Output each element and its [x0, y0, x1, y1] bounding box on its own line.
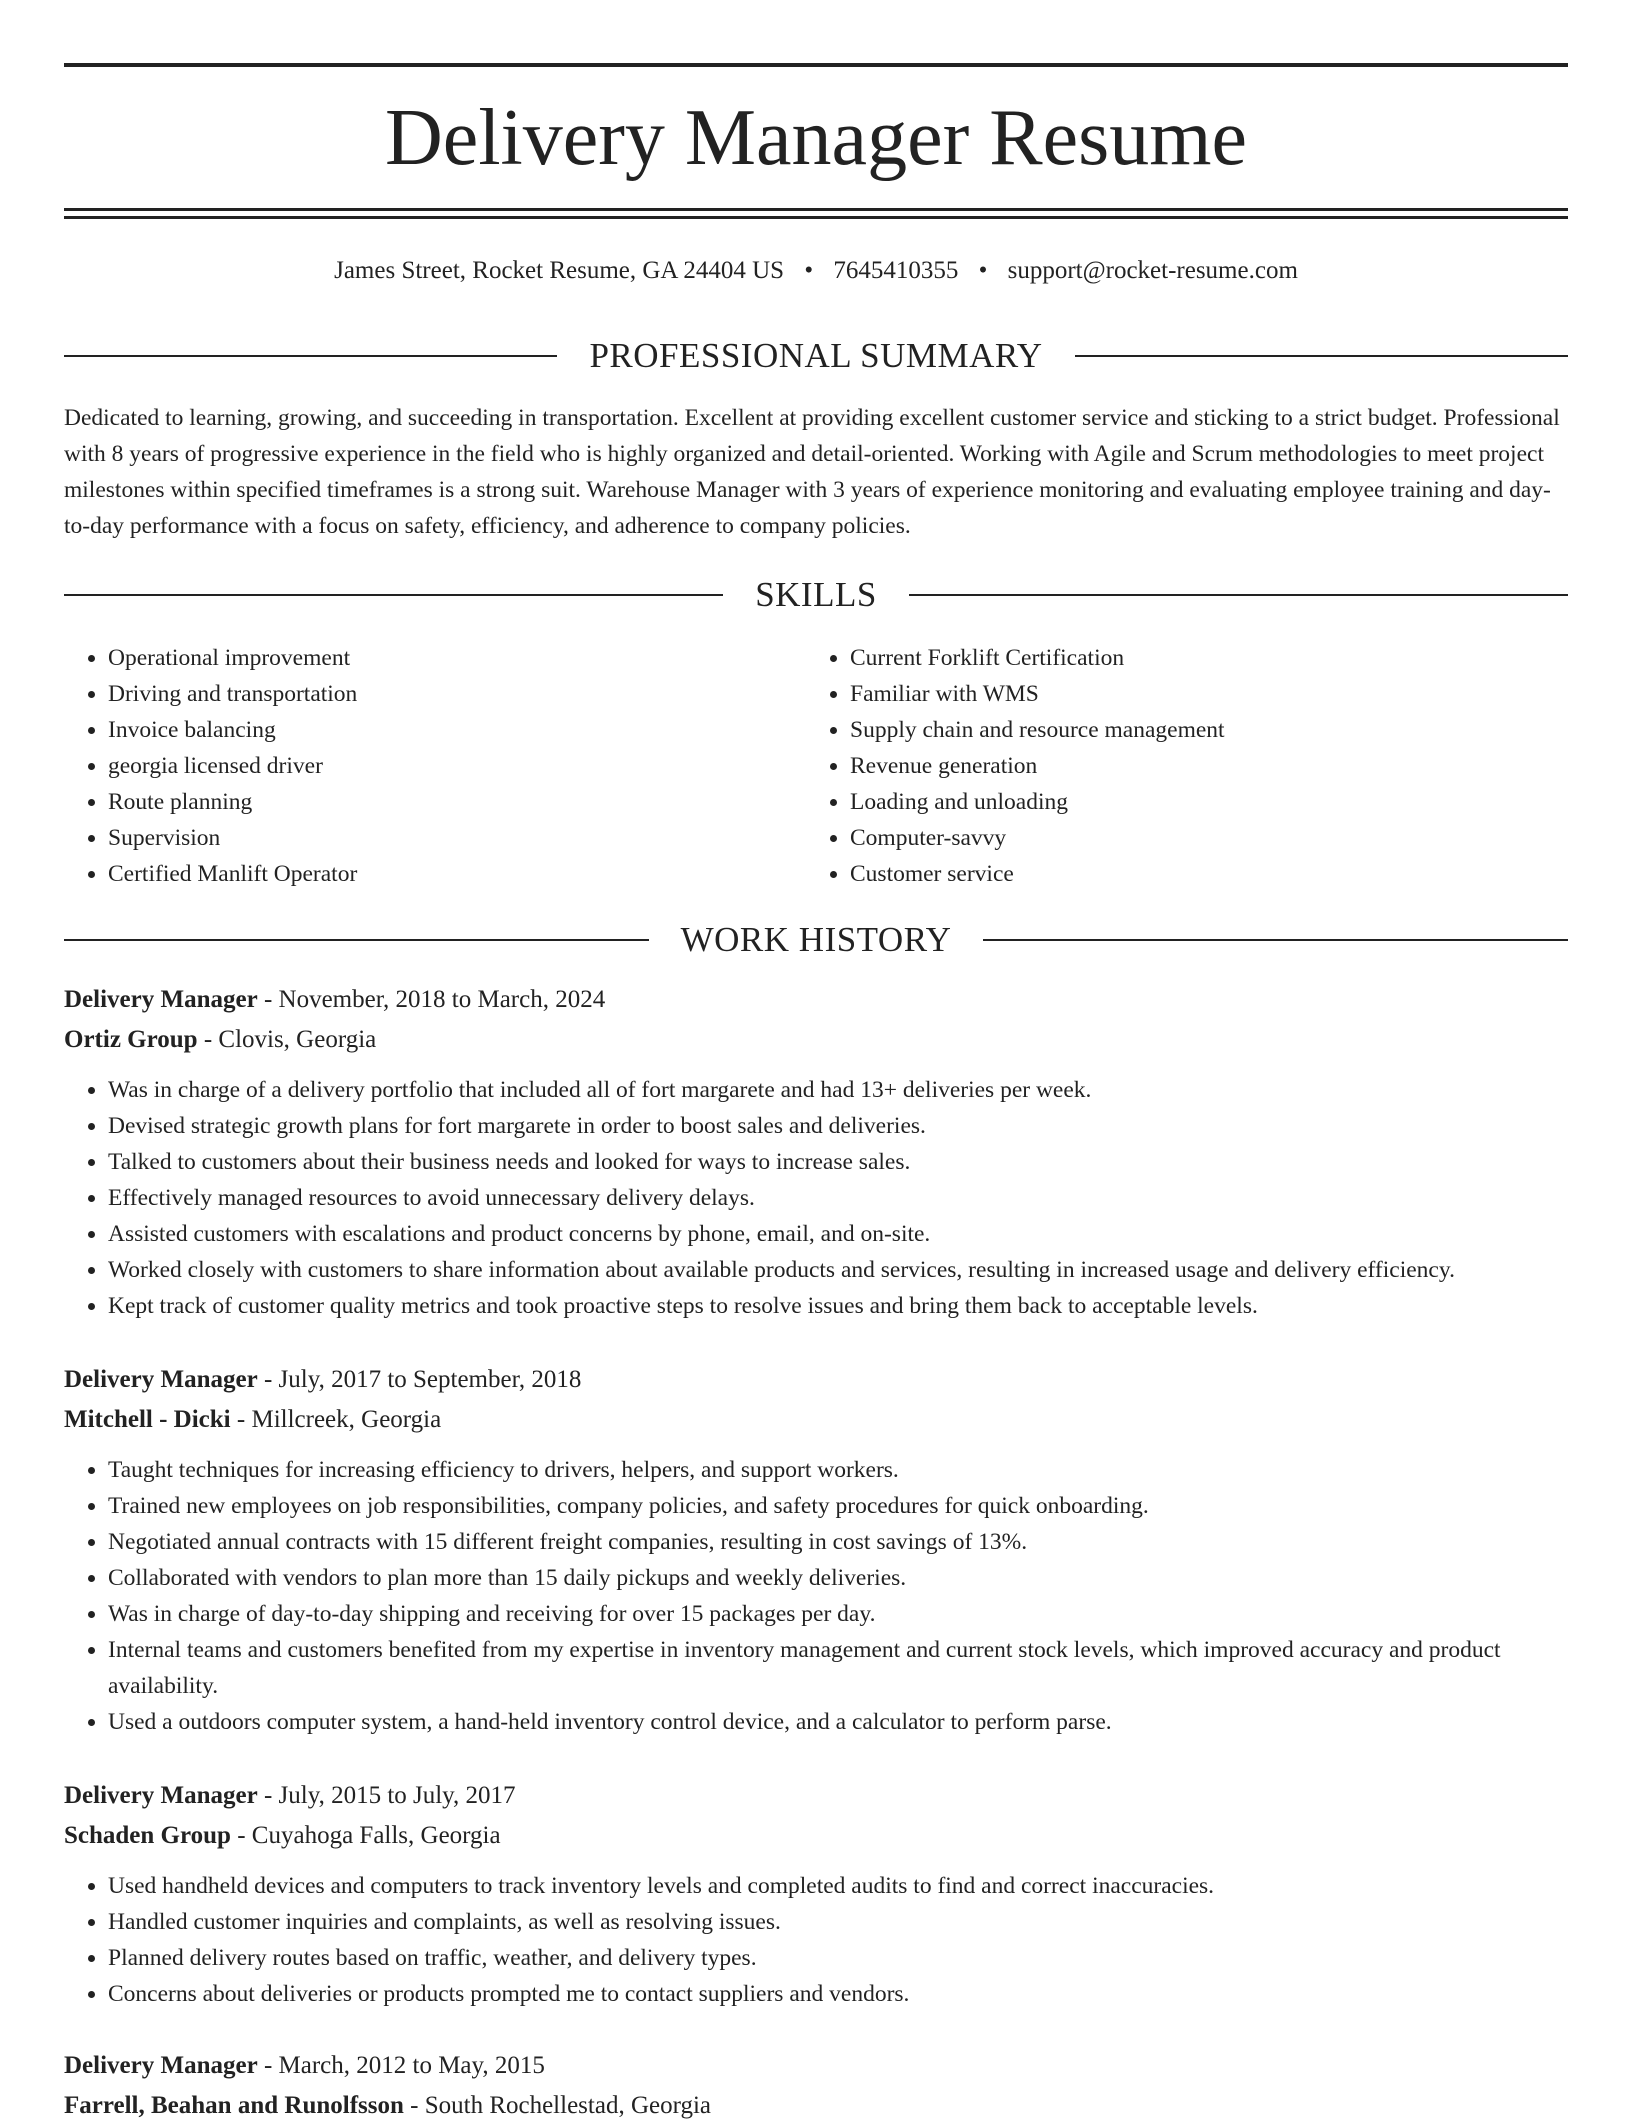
- top-rule: [64, 63, 1568, 67]
- job-bullet: • Handled customer inquiries and complaints, as well as resolving issues.: [108, 1904, 1568, 1940]
- skill-item: • Customer service: [850, 856, 1225, 892]
- job-bullet: • Was in charge of a delivery portfolio that included all of fort margarete and had 13+ deliveries per week.: [108, 1072, 1568, 1108]
- contact-separator: •: [978, 257, 988, 284]
- job-bullets: [64, 1072, 1568, 1324]
- contact-email: support@rocket-resume.com: [1007, 257, 1298, 284]
- job-location: - Clovis, Georgia: [197, 1026, 377, 1053]
- title-rule-upper: [64, 208, 1568, 211]
- skills-list-left: [64, 640, 357, 892]
- contact-separator: •: [804, 257, 814, 284]
- job-bullet: • Effectively managed resources to avoid unnecessary delivery delays.: [108, 1180, 1568, 1216]
- skill-item: • Computer-savvy: [850, 820, 1225, 856]
- job-company: Schaden Group: [64, 1822, 231, 1849]
- contact-address: James Street, Rocket Resume, GA 24404 US: [334, 257, 785, 284]
- job-dates: - July, 2015 to July, 2017: [257, 1782, 516, 1809]
- job-bullet: • Negotiated annual contracts with 15 different freight companies, resulting in cost savings of 13%.: [108, 1524, 1568, 1560]
- job-entry: [64, 980, 1568, 1324]
- job-title: Delivery Manager: [64, 1782, 258, 1809]
- skill-item: • Current Forklift Certification: [850, 640, 1225, 676]
- job-dates: - July, 2017 to September, 2018: [257, 1366, 582, 1393]
- job-dates: - November, 2018 to March, 2024: [257, 986, 606, 1013]
- job-bullet: • Assisted customers with escalations and product concerns by phone, email, and on-site.: [108, 1216, 1568, 1252]
- job-bullet: • Worked closely with customers to share information about available products and services, resulting in increased usage and delivery efficiency.: [108, 1252, 1568, 1288]
- job-title-line: [64, 1360, 1568, 1400]
- job-company: Farrell, Beahan and Runolfsson: [64, 2092, 404, 2119]
- work-heading-label: WORK HISTORY: [680, 920, 952, 959]
- contact-phone: 7645410355: [833, 257, 959, 284]
- job-location: - South Rochellestad, Georgia: [403, 2092, 712, 2119]
- job-bullet: • Devised strategic growth plans for fort margarete in order to boost sales and deliveries.: [108, 1108, 1568, 1144]
- job-company: Ortiz Group: [64, 1026, 198, 1053]
- title-rule-lower: [64, 216, 1568, 219]
- summary-text: Dedicated to learning, growing, and succeeding in transportation. Excellent at providing excellent customer service and sticking to a strict budget. Professional with 8 years of progressive experience in the field who is highly organized and detail-oriented. Working with Agile and Scrum methodologies to meet project milestones within specified timeframes is a strong suit. Warehouse Manager with 3 years of experience monitoring and evaluating employee training and day-to-day performance with a focus on safety, efficiency, and adherence to company policies.: [64, 405, 1560, 539]
- skill-item: • Certified Manlift Operator: [108, 856, 357, 892]
- job-dates: - March, 2012 to May, 2015: [257, 2052, 545, 2079]
- summary-heading: [64, 336, 1568, 376]
- skill-item: • Driving and transportation: [108, 676, 357, 712]
- skill-item: • Operational improvement: [108, 640, 357, 676]
- summary-heading-label: PROFESSIONAL SUMMARY: [589, 336, 1043, 375]
- job-bullet: • Used a outdoors computer system, a hand-held inventory control device, and a calculator to perform parse.: [108, 1704, 1568, 1740]
- job-entry: [64, 2046, 1568, 2126]
- heading-rule-right: [983, 939, 1568, 941]
- skill-item: • georgia licensed driver: [108, 748, 357, 784]
- job-entry: [64, 1360, 1568, 1740]
- heading-rule-left: [64, 355, 557, 357]
- job-title-line: [64, 980, 1568, 1020]
- skill-item: • Loading and unloading: [850, 784, 1225, 820]
- skill-item: • Invoice balancing: [108, 712, 357, 748]
- job-bullets: [64, 1868, 1568, 2012]
- job-company-line: [64, 1020, 1568, 1060]
- job-title-line: [64, 2046, 1568, 2086]
- contact-line: [64, 255, 1568, 287]
- skill-item: • Familiar with WMS: [850, 676, 1225, 712]
- skills-heading: [64, 575, 1568, 615]
- job-bullet: • Internal teams and customers benefited from my expertise in inventory management and current stock levels, which improved accuracy and product availability.: [108, 1632, 1568, 1704]
- skill-item: • Supply chain and resource management: [850, 712, 1225, 748]
- heading-rule-right: [909, 594, 1568, 596]
- job-bullet: • Planned delivery routes based on traffic, weather, and delivery types.: [108, 1940, 1568, 1976]
- job-company-line: [64, 1816, 1568, 1856]
- work-heading: [64, 920, 1568, 960]
- skill-item: • Revenue generation: [850, 748, 1225, 784]
- heading-rule-right: [1075, 355, 1568, 357]
- job-title: Delivery Manager: [64, 1366, 258, 1393]
- job-bullets: [64, 1452, 1568, 1740]
- job-bullet: • Was in charge of day-to-day shipping and receiving for over 15 packages per day.: [108, 1596, 1568, 1632]
- skills-list-right: [806, 640, 1225, 892]
- job-title: Delivery Manager: [64, 2052, 258, 2079]
- job-location: - Millcreek, Georgia: [230, 1406, 442, 1433]
- heading-rule-left: [64, 939, 649, 941]
- skill-item: • Route planning: [108, 784, 357, 820]
- job-bullet: • Talked to customers about their business needs and looked for ways to increase sales.: [108, 1144, 1568, 1180]
- job-bullet: • Collaborated with vendors to plan more than 15 daily pickups and weekly deliveries.: [108, 1560, 1568, 1596]
- job-company-line: [64, 1400, 1568, 1440]
- job-bullet: • Taught techniques for increasing efficiency to drivers, helpers, and support workers.: [108, 1452, 1568, 1488]
- job-company: Mitchell - Dicki: [64, 1406, 231, 1433]
- job-bullet: • Used handheld devices and computers to track inventory levels and completed audits to find and correct inaccuracies.: [108, 1868, 1568, 1904]
- skills-heading-label: SKILLS: [755, 575, 877, 614]
- skill-item: • Supervision: [108, 820, 357, 856]
- heading-rule-left: [64, 594, 723, 596]
- resume-title: Delivery Manager Resume: [385, 94, 1247, 182]
- job-bullet: • Kept track of customer quality metrics and took proactive steps to resolve issues and bring them back to acceptable levels.: [108, 1288, 1568, 1324]
- job-title-line: [64, 1776, 1568, 1816]
- job-bullet: • Concerns about deliveries or products prompted me to contact suppliers and vendors.: [108, 1976, 1568, 2012]
- job-title: Delivery Manager: [64, 986, 258, 1013]
- job-bullet: • Trained new employees on job responsibilities, company policies, and safety procedures for quick onboarding.: [108, 1488, 1568, 1524]
- job-entry: [64, 1776, 1568, 2012]
- job-company-line: [64, 2086, 1568, 2126]
- job-location: - Cuyahoga Falls, Georgia: [230, 1822, 501, 1849]
